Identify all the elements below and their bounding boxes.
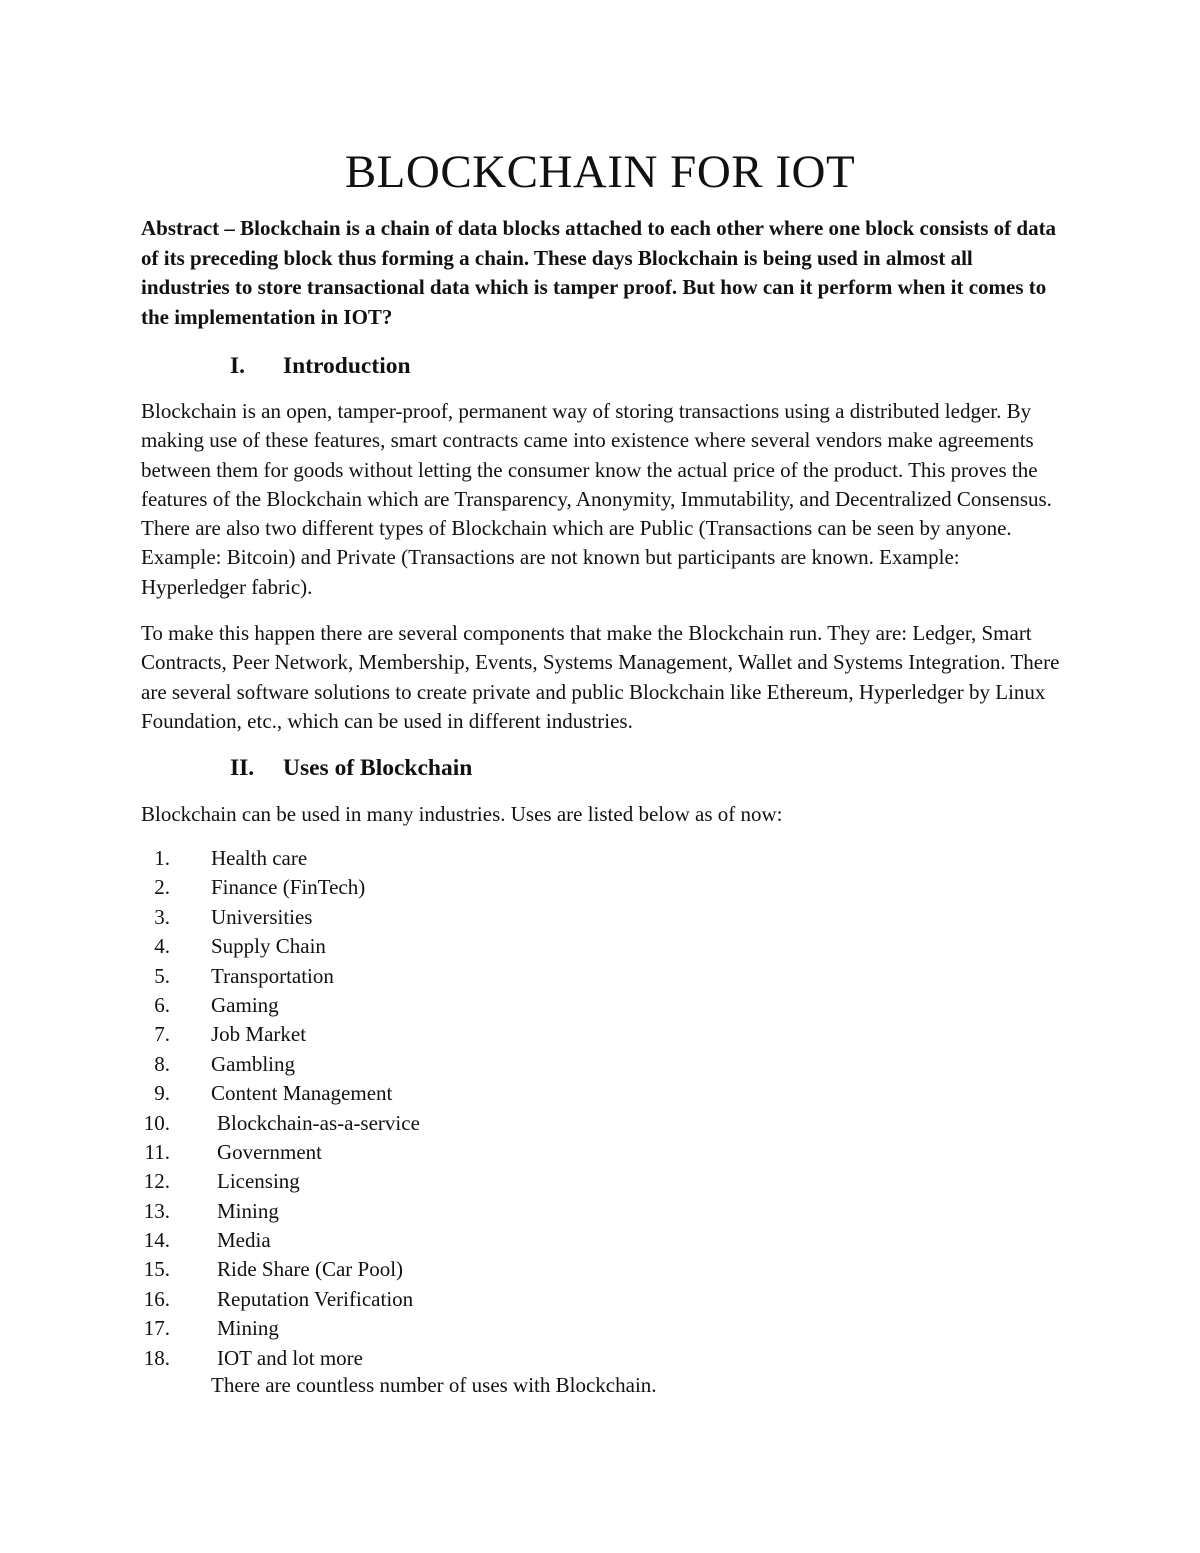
list-item-text: Gaming [211, 992, 279, 1017]
list-item [140, 1226, 740, 1255]
list-item-text: Ride Share (Car Pool) [217, 1257, 404, 1282]
list-item-number: 13. [143, 1198, 170, 1223]
list-item-text: Reputation Verification [217, 1286, 414, 1311]
list-item [140, 1138, 740, 1167]
list-item-text: Media [217, 1228, 271, 1253]
list-item-number: 6. [154, 992, 170, 1017]
uses-closing-sentence: There are countless number of uses with Blockchain. [211, 1373, 657, 1397]
list-item-text: IOT and lot more [217, 1345, 363, 1370]
abstract-paragraph: Abstract – Blockchain is a chain of data blocks attached to each other where one block consists of data of its preceding block thus forming a chain. These days Blockchain is being used in almost all industries to store transactional data which is tamper proof. But how can it perform when it comes to the implementation in IOT? [141, 216, 1057, 329]
section-number: II. [230, 755, 255, 781]
list-item-text: Finance (FinTech) [211, 875, 366, 900]
list-item [140, 1079, 740, 1108]
uses-list [140, 844, 740, 1373]
list-item-number: 16. [143, 1286, 170, 1311]
section-title: Uses of Blockchain [283, 755, 473, 781]
list-item-number: 7. [154, 1022, 170, 1047]
list-item-text: Transportation [211, 963, 334, 988]
list-item-number: 9. [154, 1081, 170, 1106]
list-item [140, 932, 740, 961]
list-item-number: 1. [154, 846, 170, 870]
list-item-number: 12. [143, 1169, 170, 1194]
list-item-number: 10. [143, 1110, 170, 1135]
uses-intro-paragraph: Blockchain can be used in many industries. Uses are listed below as of now: [141, 802, 783, 826]
list-item [140, 903, 740, 932]
list-item-text: Supply Chain [211, 934, 326, 959]
list-item [140, 962, 740, 991]
list-item [140, 1050, 740, 1079]
list-item [140, 1314, 740, 1343]
introduction-paragraph-2: To make this happen there are several components that make the Blockchain run. They are: Ledger, Smart Contracts, Peer Network, Membership, Events, Systems Management, Wallet and Systems Integration. There are several software solutions to create private and public Blockchain like Ethereum, Hyperledger by Linux Foundation, etc., which can be used in different industries. [141, 621, 1060, 733]
list-item [140, 1167, 740, 1196]
list-item [140, 991, 740, 1020]
list-item-text: Licensing [217, 1169, 300, 1194]
list-item [140, 873, 740, 902]
list-item-text: Mining [217, 1198, 279, 1223]
list-item-text: Gambling [211, 1051, 295, 1076]
section-number: I. [230, 353, 246, 379]
list-item [140, 1344, 740, 1373]
list-item-number: 17. [143, 1316, 170, 1341]
list-item [140, 844, 740, 873]
list-item-number: 4. [154, 934, 170, 959]
list-item-number: 14. [143, 1228, 170, 1253]
list-item-text: Universities [211, 904, 313, 929]
introduction-paragraph-1: Blockchain is an open, tamper-proof, permanent way of storing transactions using a distributed ledger. By making use of these features, smart contracts came into existence where several vendors make agreements between them for goods without letting the consumer know the actual price of the product. This proves the features of the Blockchain which are Transparency, Anonymity, Immutability, and Decentralized Consensus. There are also two different types of Blockchain which are Public (Transactions can be seen by anyone. Example: Bitcoin) and Private (Transactions are not known but participants are known. Example: Hyperledger fabric). [141, 399, 1052, 599]
document-title: BLOCKCHAIN FOR IOT [344, 146, 856, 198]
list-item-number: 3. [154, 904, 170, 929]
list-item [140, 1255, 740, 1284]
list-item-text: Content Management [211, 1081, 393, 1106]
list-item [140, 1285, 740, 1314]
section-title: Introduction [283, 353, 411, 379]
list-item-number: 18. [143, 1345, 170, 1370]
list-item-number: 11. [144, 1139, 170, 1164]
list-item-number: 8. [154, 1051, 170, 1076]
list-item-number: 2. [154, 875, 170, 900]
list-item-text: Job Market [211, 1022, 307, 1047]
list-item-number: 15. [143, 1257, 170, 1282]
list-item-text: Government [217, 1139, 322, 1164]
list-item [140, 1020, 740, 1049]
list-item [140, 1197, 740, 1226]
list-item [140, 1109, 740, 1138]
list-item-text: Blockchain-as-a-service [217, 1110, 420, 1135]
list-item-text: Health care [211, 846, 308, 870]
list-item-number: 5. [154, 963, 170, 988]
list-item-text: Mining [217, 1316, 279, 1341]
